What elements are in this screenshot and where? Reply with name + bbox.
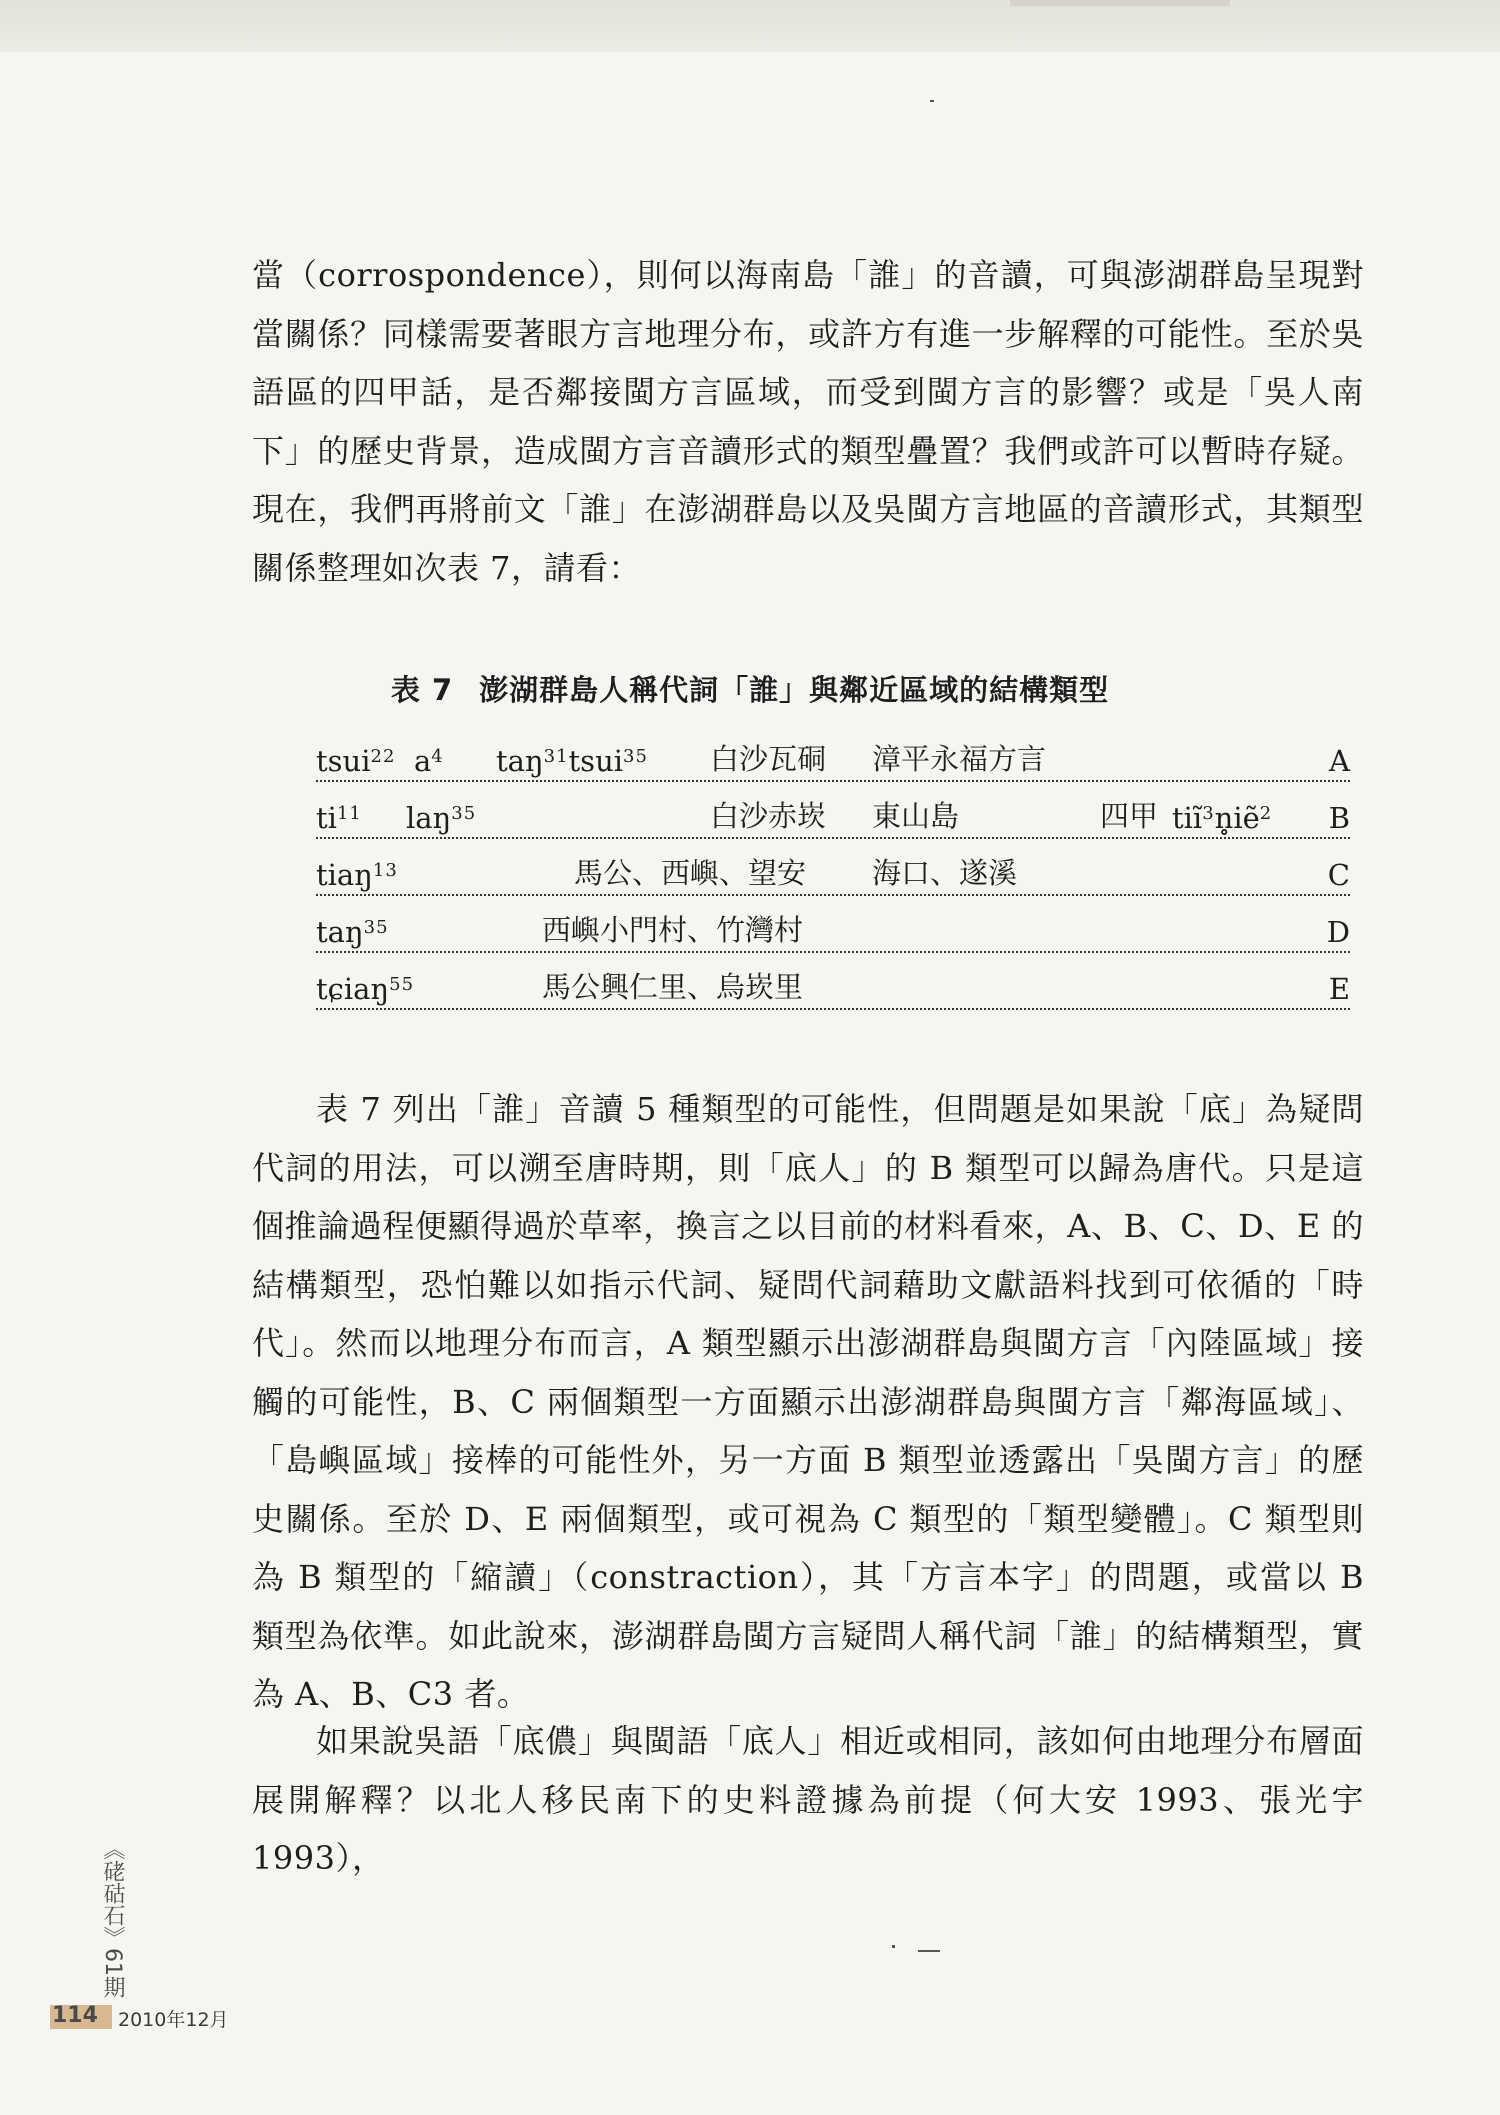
row-a-form-2: $a^4$ [414, 744, 444, 778]
paragraph-2: 表 7 列出「誰」音讀 5 種類型的可能性，但問題是如果說「底」為疑問代詞的用法，可以溯至唐時期，則「底人」的 B 類型可以歸為唐代。只是這個推論過程便顯得過於草率，換言之以目前的材料看來，A、B、C、D、E 的結構類型，恐怕難以如指示代詞、疑問代詞藉助文獻語料找到可依循的「時代」。然而以地理分布而言，A 類型顯示出澎湖群島與閩方言「內陸區域」接觸的可能性，B、C 兩個類型一方面顯示出澎湖群島與閩方言「鄰海區域」、「島嶼區域」接棒的可能性外，另一方面 B 類型並透露出「吳閩方言」的歷史關係。至於 D、E 兩個類型，或可視為 C 類型的「類型變體」。C 類型則為 B 類型的「縮讀」（constraction），其「方言本字」的問題，或當以 B 類型為依準。如此說來，澎湖群島閩方言疑問人稱代詞「誰」的結構類型，實為 A、B、C3 者。 [252, 1090, 1364, 1713]
row-a-form-3: taŋ$^{31}$tsui$^{35}$ [496, 744, 648, 778]
page-number: 114 [52, 2003, 98, 2028]
row-b-label: B [1328, 801, 1350, 835]
table-row-d [316, 911, 1350, 953]
row-d-form-1: taŋ$^{35}$ [316, 915, 389, 949]
row-a-places-2: 漳平永福方言 [872, 742, 1047, 776]
row-d-label: D [1326, 915, 1350, 949]
row-c-label: C [1327, 858, 1350, 892]
table-row-e [316, 968, 1350, 1010]
row-b-places: 白沙赤崁 [710, 799, 827, 833]
table-row-a [316, 740, 1350, 782]
issue-date: 2010年12月 [118, 2009, 229, 2031]
top-scan-band [0, 0, 1500, 52]
row-b-places-2: 東山島 [872, 799, 960, 833]
row-e-label: E [1328, 972, 1350, 1006]
scan-speck [918, 1950, 940, 1952]
row-b-form-2: laŋ$^{35}$ [406, 801, 477, 835]
row-b-form-1: $ti^{11}$ [316, 801, 362, 835]
journal-name: 《硓𥑮石》61期 [100, 1838, 125, 1998]
row-d-places: 西嶼小門村、竹灣村 [542, 913, 804, 947]
scan-speck [930, 100, 934, 102]
row-a-places: 白沙瓦硐 [710, 742, 827, 776]
paragraph-3: 如果說吳語「底儂」與閩語「底人」相近或相同，該如何由地理分布層面展開解釋？以北人移民南下的史料證據為前提（何大安 1993、張光宇 1993）， [252, 1722, 1364, 1877]
row-b-extra-place: 四甲 [1100, 799, 1159, 833]
table-number: 表 7 [390, 673, 454, 707]
row-a-form-1: tsui$^{22}$ [316, 744, 396, 778]
row-c-places-2: 海口、遂溪 [872, 856, 1018, 890]
row-c-places: 馬公、西嶼、望安 [574, 856, 807, 890]
row-b-extra-form: tiĩ$^3$n̥iẽ$^2$ [1172, 801, 1273, 835]
scan-speck [892, 1945, 895, 1948]
row-e-places: 馬公興仁里、烏崁里 [542, 970, 804, 1004]
top-scan-mark [1010, 0, 1230, 6]
row-c-form-1: tiaŋ$^{13}$ [316, 858, 398, 892]
table-row-b [316, 797, 1350, 839]
paragraph-1: 當（corrospondence），則何以海南島「誰」的音讀，可與澎湖群島呈現對當關係？同樣需要著眼方言地理分布，或許方有進一步解釋的可能性。至於吳語區的四甲話，是否鄰接閩方言區域，而受到閩方言的影響？或是「吳人南下」的歷史背景，造成閩方言音讀形式的類型疊置？我們或許可以暫時存疑。現在，我們再將前文「誰」在澎湖群島以及吳閩方言地區的音讀形式，其類型關係整理如次表 7，請看： [252, 256, 1364, 587]
table-title: 澎湖群島人稱代詞「誰」與鄰近區域的結構類型 [479, 673, 1110, 707]
row-e-form-1: tɕiaŋ$^{55}$ [316, 972, 415, 1006]
row-a-label: A [1329, 744, 1350, 778]
table-caption [0, 668, 1500, 709]
table-row-c [316, 854, 1350, 896]
